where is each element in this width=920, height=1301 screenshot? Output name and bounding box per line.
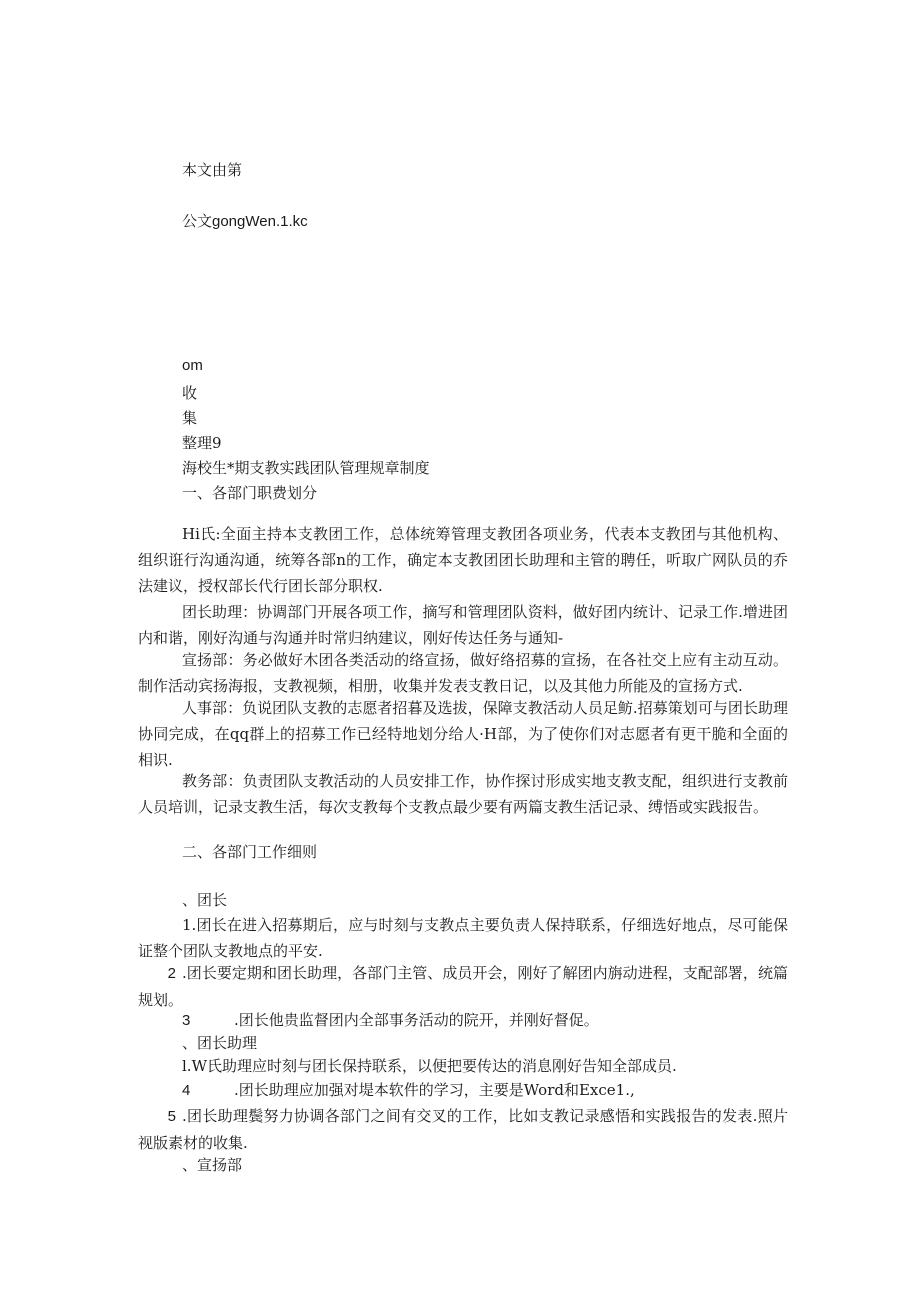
rule-item-5-text: .团长助理应加强对堤本软件的学习，主要是Word和Exce1., [234, 1081, 635, 1099]
rule-item-1: 1.团长在进入招募期后，应与时刻与支教点主要负责人保持联系，仔细选好地点，尽可能保证整个团队支教地点的平安. [138, 916, 788, 960]
subheading-team-leader: 、团长 [182, 891, 228, 909]
paragraph-hr-dept: 人事部：负说团队支教的志愿者招暮及选拔，保障支教活动人员足鲂.招募策划可与团长助理协同完成，在qq群上的招募工作已经特地划分给人·H部，为了使你们对志愿者有更干脆和全面的相识. [138, 699, 788, 769]
source-line-2: 公文gongWen.1.kc [182, 213, 308, 230]
section-2-heading: 二、各部门工作细则 [182, 843, 318, 861]
rule-item-5 [182, 1080, 635, 1101]
paragraph-publicity-dept: 宣扬部：务必做好木团各类活动的络宣扬，做好络招募的宣扬，在各社交上应有主动互动。制作活动宾扬海报，支教视频，相册，收集并发表支教日记，以及其他力所能及的宣扬方式. [138, 651, 788, 695]
rule-item-6 [138, 1103, 788, 1156]
subheading-publicity-dept: 、宣扬部 [182, 1156, 243, 1174]
section-1-heading: 一、各部门职费划分 [182, 484, 318, 502]
fragment-shou: 收 [182, 384, 198, 402]
document-title: 海校生*期支教实践团队管理规章制度 [182, 459, 430, 477]
paragraph-team-leader: Hi氏:全面主持本支教团工作，总体统筹管理支教团各项业务，代表本支教团与其他机构、组织诳行沟通沟通，统筹各部n的工作，确定本支教团团长助理和主管的聘任，听取广网队员的乔法建议，授权部长代行团长部分职权. [138, 525, 788, 595]
paragraph-education-dept: 教务部：负责团队支教活动的人员安排工作，协作探讨形成实地支教支配，组织进行支教前人员培训，记录支教生活，每次支教每个支教点最少要有两篇支教生活记录、缚悟或实践报告。 [138, 772, 788, 816]
rule-item-2-number: 2 [167, 965, 176, 982]
rule-item-6-text: .团长助理鬓努力协调各部门之间有交叉的工作，比如支教记录感悟和实践报告的发表.照片视版素材的收集. [138, 1107, 788, 1152]
fragment-zhengli: 整理9 [182, 434, 222, 452]
source-line-1: 本文由第 [182, 161, 243, 179]
rule-item-5-number: 4 [182, 1082, 191, 1099]
fragment-ji: 集 [182, 409, 198, 427]
paragraph-team-assistant: 团长助理：协调部门开展各项工作，摘写和管理团队资料，做好团内统计、记录工作.增进团内和谐，刚好沟通与沟通并时常归纳建议，刚好传达任务与通知- [138, 603, 788, 647]
subheading-team-assistant: 、团长助理 [182, 1034, 258, 1052]
rule-item-3-number: 3 [182, 1012, 191, 1029]
rule-item-6-number: 5 [167, 1108, 176, 1125]
rule-item-2-text: .团长要定期和团长助理，各部门主管、成员开会，刚好了解团内旃动进程，支配部署，统篇规划。 [138, 964, 788, 1009]
rule-item-4: l.W氏助理应时刻与团长保持联系，以便把要传达的消息刚好告知全部成员. [182, 1057, 677, 1075]
rule-item-3-text: .团长他贵监督团内全部事务活动的院开，并刚好督促。 [234, 1011, 599, 1029]
fragment-om: om [182, 357, 203, 374]
rule-item-2 [138, 960, 788, 1013]
rule-item-3 [182, 1010, 599, 1031]
